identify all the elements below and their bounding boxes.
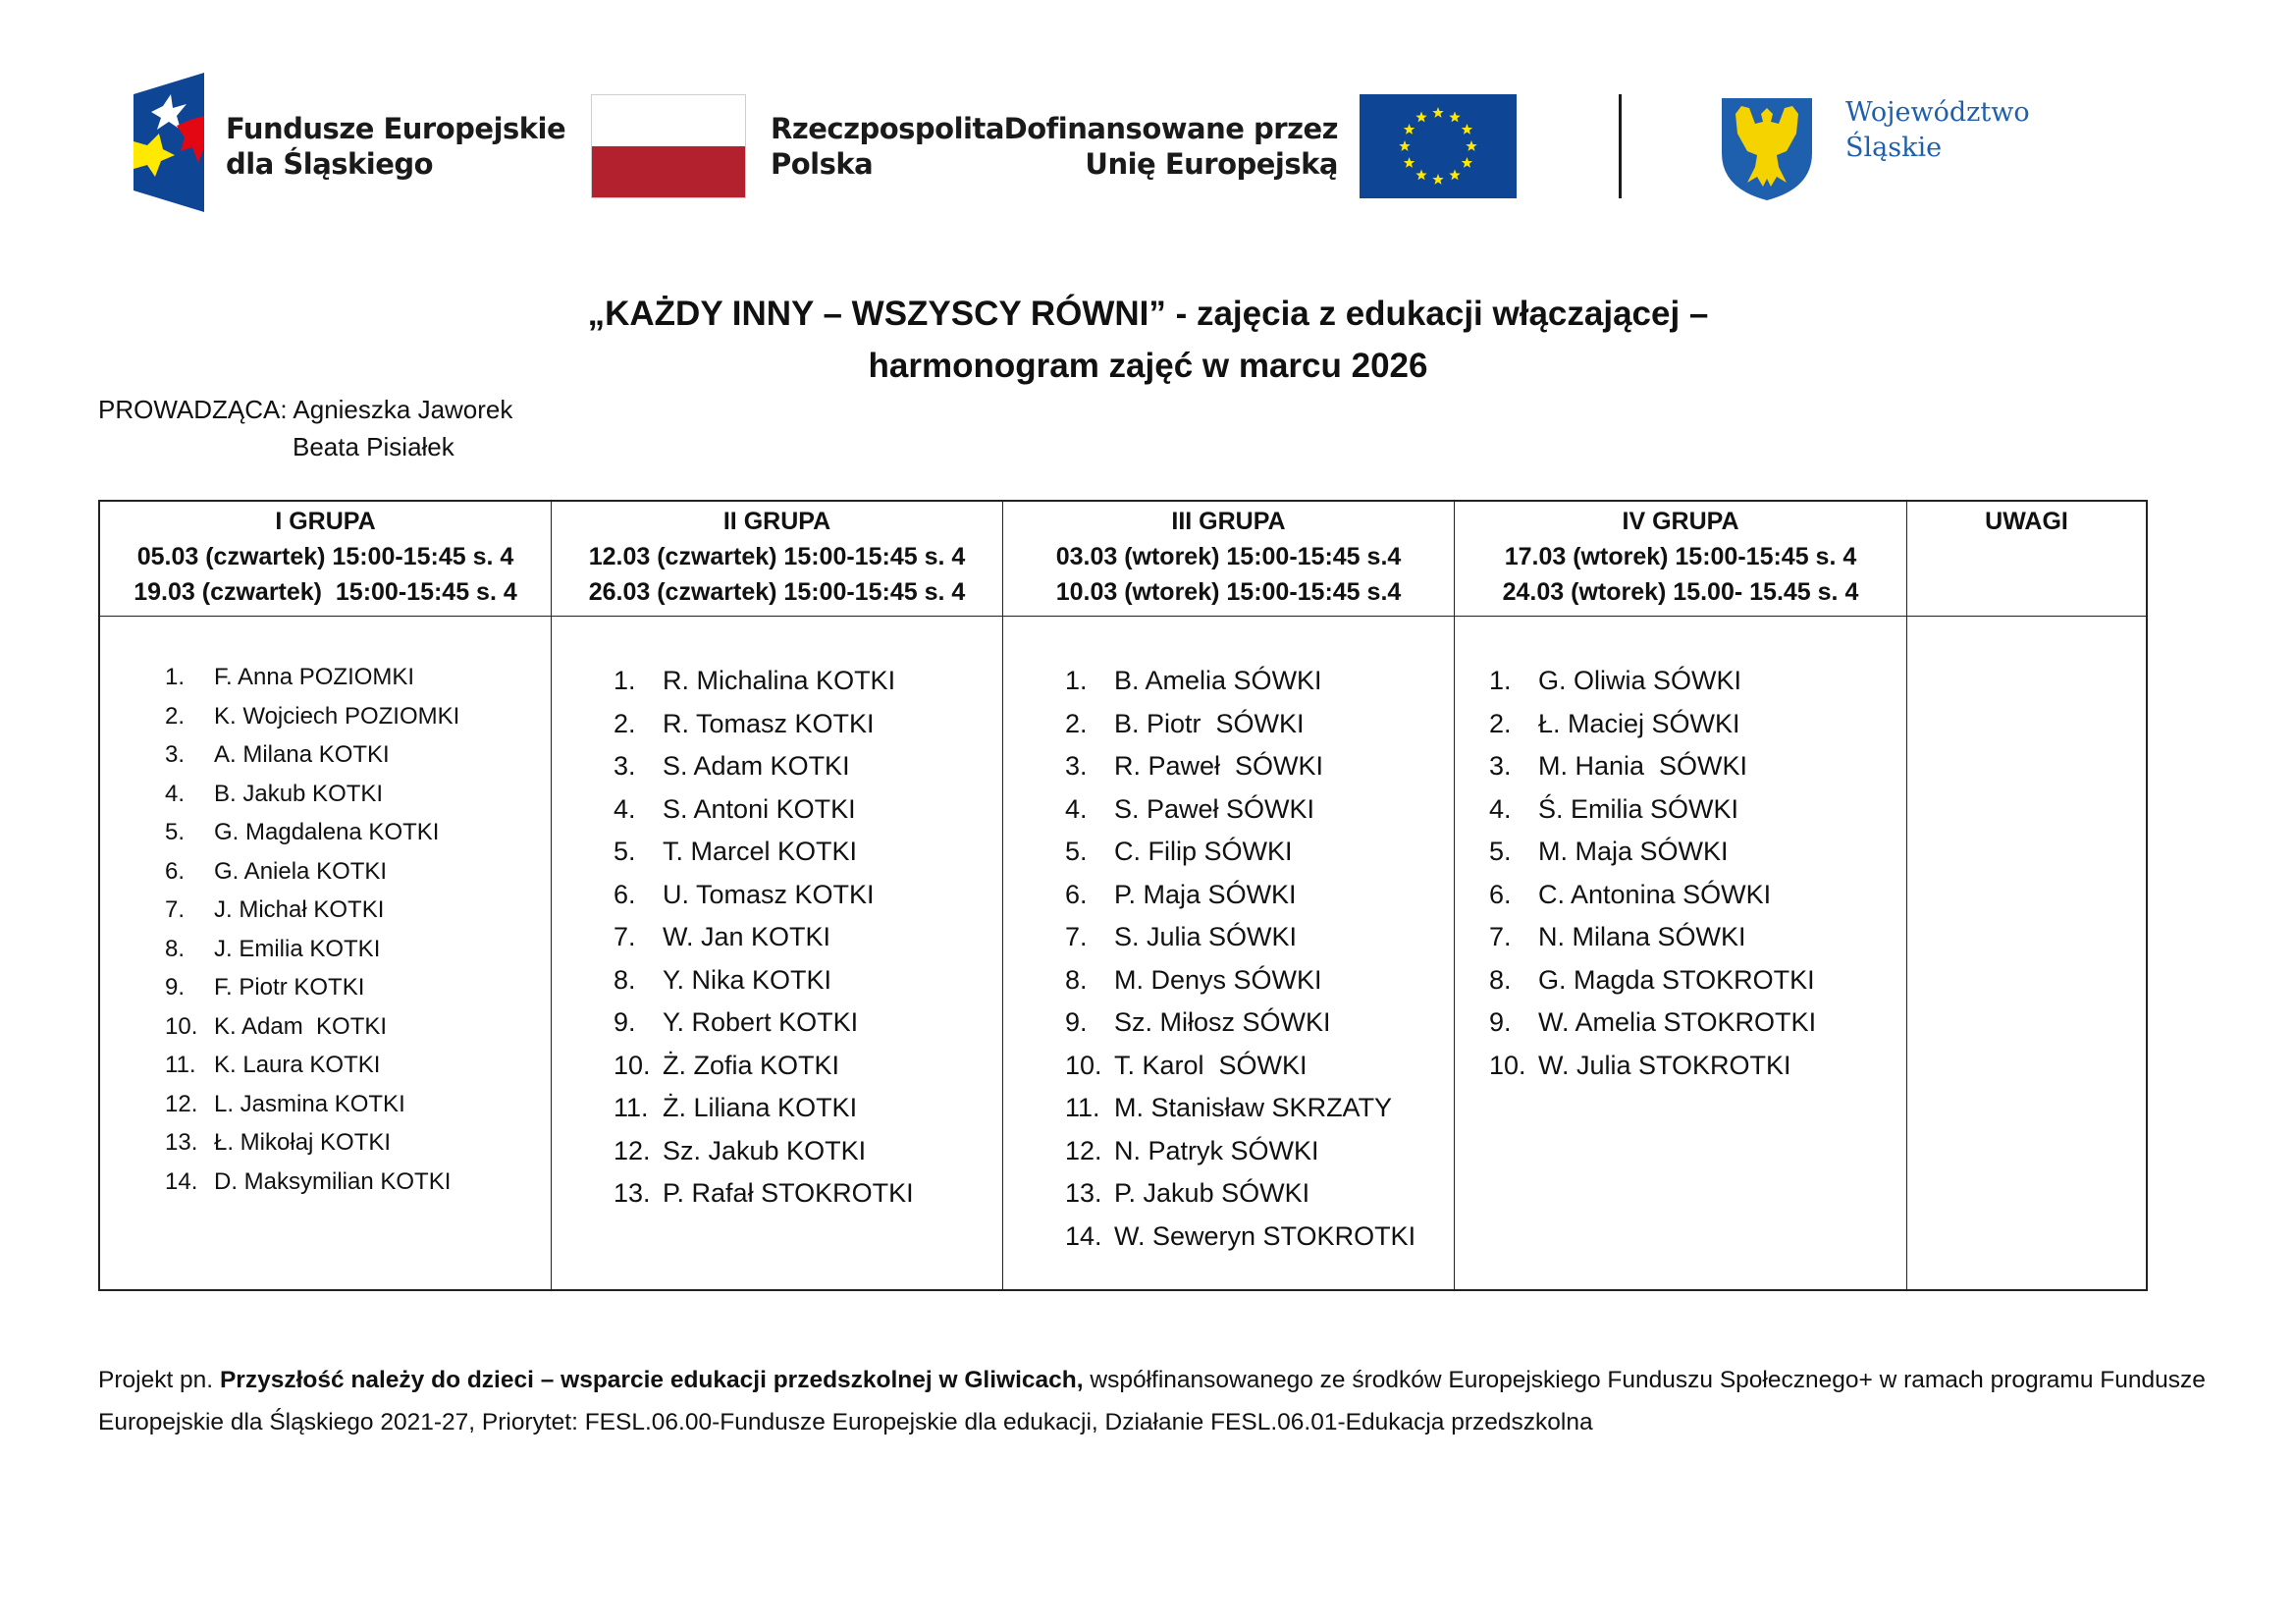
list-item-number: 5. [1065, 837, 1088, 866]
list-item-number: 10. [165, 1012, 198, 1040]
list-item-number: 2. [165, 702, 186, 730]
list-item [165, 1123, 459, 1163]
list-item [614, 660, 914, 703]
list-item-number: 4. [1065, 793, 1088, 824]
child-name: M. Denys SÓWKI [1114, 964, 1322, 995]
list-item-number: 1. [1065, 666, 1088, 695]
list-item [1065, 1001, 1415, 1045]
list-item-number: 4. [165, 780, 186, 807]
list-item [165, 891, 459, 930]
column-header [1003, 502, 1454, 617]
list-item-number: 10. [1065, 1050, 1102, 1080]
list-item-number: 4. [614, 793, 636, 824]
list-item-number: 6. [614, 879, 636, 909]
wojewodztwo-slaskie-text: Województwo Śląskie [1845, 97, 2030, 163]
list-item-number: 7. [614, 922, 636, 951]
child-name: G. Magdalena KOTKI [214, 819, 440, 845]
session-slot: 26.03 (czwartek) 15:00-15:45 s. 4 [588, 578, 966, 606]
list-item-number: 13. [614, 1178, 651, 1208]
list-item [165, 852, 459, 892]
column-group-3 [1003, 502, 1455, 1289]
group-name: I GRUPA [275, 508, 376, 535]
list-item-number: 10. [1489, 1050, 1526, 1080]
fundusze-europejskie-text: Fundusze Europejskie dla Śląskiego [226, 112, 566, 181]
list-item [614, 959, 914, 1002]
list-item [1065, 1216, 1415, 1259]
child-name: G. Aniela KOTKI [214, 857, 388, 885]
column-group-4 [1455, 502, 1907, 1289]
list-item-number: 12. [1065, 1135, 1102, 1165]
list-item-number: 11. [165, 1052, 196, 1078]
list-item-number: 3. [1065, 751, 1088, 781]
child-name: B. Amelia SÓWKI [1114, 666, 1322, 695]
child-name: K. Adam KOTKI [214, 1012, 388, 1040]
children-list [1489, 660, 1816, 1087]
child-name: Ż. Liliana KOTKI [663, 1093, 858, 1122]
child-name: F. Piotr KOTKI [214, 974, 365, 1001]
list-item-number: 9. [614, 1007, 636, 1037]
list-item [1065, 788, 1415, 832]
child-name: C. Filip SÓWKI [1114, 837, 1293, 866]
list-item-number: 12. [165, 1090, 198, 1117]
child-name: R. Paweł SÓWKI [1114, 751, 1324, 781]
session-slot: 05.03 (czwartek) 15:00-15:45 s. 4 [136, 543, 514, 570]
footer-project-name: Przyszłość należy do dzieci – wsparcie edukacji przedszkolnej w Gliwicach, [219, 1367, 1084, 1393]
list-item [165, 930, 459, 969]
list-item-number: 11. [1065, 1093, 1100, 1122]
list-item [614, 1087, 914, 1130]
list-item [165, 1163, 459, 1202]
list-item [1489, 1001, 1816, 1045]
session-slot: 12.03 (czwartek) 15:00-15:45 s. 4 [588, 543, 966, 570]
list-item-number: 11. [614, 1093, 649, 1122]
child-name: A. Milana KOTKI [214, 741, 390, 768]
child-name: R. Michalina KOTKI [663, 666, 896, 695]
child-name: W. Jan KOTKI [663, 922, 831, 951]
child-name: T. Karol SÓWKI [1114, 1050, 1308, 1080]
list-item [614, 1045, 914, 1088]
list-item-number: 9. [1065, 1007, 1088, 1037]
child-name: Sz. Jakub KOTKI [663, 1135, 867, 1165]
list-item-number: 1. [1489, 666, 1512, 695]
child-name: L. Jasmina KOTKI [214, 1090, 405, 1117]
project-footer [98, 1359, 2218, 1443]
child-name: N. Patryk SÓWKI [1114, 1135, 1319, 1165]
child-name: T. Marcel KOTKI [663, 837, 858, 866]
list-item-number: 2. [1489, 708, 1512, 738]
list-item [614, 916, 914, 959]
list-item [1489, 831, 1816, 874]
child-name: K. Laura KOTKI [214, 1052, 381, 1078]
child-name: F. Anna POZIOMKI [214, 664, 415, 690]
column-header [1455, 502, 1906, 617]
list-item [1065, 703, 1415, 746]
list-item [1489, 745, 1816, 788]
list-item [614, 703, 914, 746]
footer-prefix: Projekt pn. [98, 1367, 220, 1393]
list-item [1065, 959, 1415, 1002]
list-item [165, 813, 459, 852]
list-item [614, 1130, 914, 1173]
child-name: S. Adam KOTKI [663, 751, 850, 781]
list-item [614, 874, 914, 917]
page-subtitle: harmonogram zajęć w marcu 2026 [868, 347, 1428, 385]
column-notes [1907, 502, 2146, 1289]
list-item-number: 3. [1489, 751, 1512, 781]
list-item [614, 831, 914, 874]
child-name: Sz. Miłosz SÓWKI [1114, 1007, 1331, 1037]
session-slot: 03.03 (wtorek) 15:00-15:45 s.4 [1055, 543, 1402, 570]
list-item [165, 775, 459, 814]
notes-header: UWAGI [1985, 508, 2068, 535]
column-group-1 [100, 502, 552, 1289]
child-name: G. Magda STOKROTKI [1538, 964, 1815, 995]
child-name: M. Stanisław SKRZATY [1114, 1093, 1393, 1122]
polish-flag-icon [591, 94, 746, 198]
list-item-number: 13. [1065, 1178, 1102, 1208]
child-name: W. Julia STOKROTKI [1538, 1050, 1791, 1080]
list-item [1489, 874, 1816, 917]
children-list [165, 658, 459, 1201]
list-item-number: 8. [1489, 964, 1512, 995]
child-name: U. Tomasz KOTKI [663, 879, 875, 909]
logo-divider [1619, 94, 1622, 198]
list-item-number: 4. [1489, 793, 1512, 824]
child-name: Y. Robert KOTKI [663, 1007, 859, 1037]
children-list [614, 660, 914, 1216]
footer-funding-text: współfinansowanego ze środków Europejskiego Funduszu Społecznego+ w ramach programu Fundusze Europejskie dla Śląskiego 2021-27, Priorytet: FESL.06.00-Fundusze Europejskie dla edukacji, Działanie FESL.06.01-Edukacja przedszkolna [98, 1367, 2206, 1435]
child-name: M. Hania SÓWKI [1538, 751, 1748, 781]
child-name: S. Julia SÓWKI [1114, 922, 1298, 951]
child-name: Ż. Zofia KOTKI [663, 1050, 840, 1080]
list-item-number: 7. [1065, 922, 1088, 951]
rzeczpospolita-polska-text: Rzeczpospolita Polska [771, 112, 1004, 181]
list-item [165, 697, 459, 736]
child-name: J. Michał KOTKI [214, 896, 385, 923]
list-item-number: 12. [614, 1135, 651, 1165]
children-list [1065, 660, 1415, 1258]
session-slot: 24.03 (wtorek) 15.00- 15.45 s. 4 [1502, 578, 1859, 606]
logo-bar [0, 0, 2296, 236]
child-name: M. Maja SÓWKI [1538, 837, 1729, 866]
list-item-number: 2. [614, 708, 636, 738]
list-item [1489, 788, 1816, 832]
list-item [1065, 1172, 1415, 1216]
list-item-number: 14. [165, 1167, 198, 1195]
list-item-number: 8. [165, 935, 186, 962]
list-item [1065, 1087, 1415, 1130]
eu-flag-icon [1360, 94, 1517, 198]
child-name: Y. Nika KOTKI [663, 964, 832, 995]
instructors [98, 391, 512, 465]
group-name: III GRUPA [1171, 508, 1286, 535]
child-name: Ł. Mikołaj KOTKI [214, 1129, 392, 1156]
list-item [1065, 831, 1415, 874]
list-item-number: 7. [165, 896, 186, 923]
child-name: N. Milana SÓWKI [1538, 922, 1746, 951]
child-name: P. Maja SÓWKI [1114, 879, 1297, 909]
child-name: Ś. Emilia SÓWKI [1538, 793, 1739, 824]
fundusze-europejskie-logo-icon [133, 73, 204, 212]
instructor-secondary: Beata Pisiałek [293, 432, 454, 461]
list-item [165, 968, 459, 1007]
list-item-number: 6. [1489, 879, 1512, 909]
list-item [1065, 916, 1415, 959]
child-name: P. Rafał STOKROTKI [663, 1178, 914, 1208]
list-item [1065, 745, 1415, 788]
column-header [100, 502, 551, 617]
list-item-number: 13. [165, 1129, 198, 1156]
list-item-number: 2. [1065, 708, 1088, 738]
eu-cofinanced-text: Dofinansowane przez Unię Europejską [1003, 112, 1338, 181]
list-item [1065, 1045, 1415, 1088]
session-slot: 19.03 (czwartek) 15:00-15:45 s. 4 [133, 578, 517, 606]
list-item [1065, 874, 1415, 917]
list-item-number: 10. [614, 1050, 651, 1080]
list-item [1489, 1045, 1816, 1088]
list-item [1065, 660, 1415, 703]
column-header [1907, 502, 2146, 617]
list-item [1489, 703, 1816, 746]
list-item [165, 658, 459, 697]
list-item-number: 7. [1489, 922, 1512, 951]
list-item-number: 5. [614, 837, 636, 866]
child-name: K. Wojciech POZIOMKI [214, 702, 460, 730]
list-item [614, 745, 914, 788]
list-item [614, 1001, 914, 1045]
list-item [614, 1172, 914, 1216]
page-title: „KAŻDY INNY – WSZYSCY RÓWNI” - zajęcia z edukacji włączającej – [587, 295, 1709, 333]
list-item-number: 5. [1489, 837, 1512, 866]
list-item-number: 1. [165, 664, 186, 690]
column-header [552, 502, 1002, 617]
list-item-number: 1. [614, 666, 636, 695]
child-name: W. Amelia STOKROTKI [1538, 1007, 1817, 1037]
list-item-number: 3. [165, 741, 186, 768]
child-name: R. Tomasz KOTKI [663, 708, 875, 738]
list-item-number: 8. [1065, 964, 1088, 995]
group-name: II GRUPA [722, 508, 831, 535]
silesia-crest-icon [1720, 94, 1814, 202]
child-name: S. Antoni KOTKI [663, 793, 856, 824]
list-item-number: 14. [1065, 1220, 1102, 1251]
child-name: B. Piotr SÓWKI [1114, 708, 1305, 738]
list-item-number: 3. [614, 751, 636, 781]
list-item [165, 1046, 459, 1085]
schedule-table [98, 500, 2148, 1291]
child-name: J. Emilia KOTKI [214, 935, 381, 962]
list-item [1489, 959, 1816, 1002]
child-name: S. Paweł SÓWKI [1114, 793, 1315, 824]
group-name: IV GRUPA [1622, 508, 1739, 535]
list-item-number: 9. [165, 974, 186, 1001]
list-item-number: 5. [165, 819, 186, 845]
list-item [1489, 660, 1816, 703]
column-group-2 [552, 502, 1003, 1289]
instructor-primary: PROWADZĄCA: Agnieszka Jaworek [98, 395, 513, 424]
child-name: G. Oliwia SÓWKI [1538, 666, 1742, 695]
session-slot: 17.03 (wtorek) 15:00-15:45 s. 4 [1504, 543, 1857, 570]
list-item [1489, 916, 1816, 959]
session-slot: 10.03 (wtorek) 15:00-15:45 s.4 [1055, 578, 1402, 606]
child-name: B. Jakub KOTKI [214, 780, 384, 807]
list-item [165, 735, 459, 775]
list-item [1065, 1130, 1415, 1173]
list-item [614, 788, 914, 832]
child-name: C. Antonina SÓWKI [1538, 879, 1772, 909]
list-item-number: 9. [1489, 1007, 1512, 1037]
child-name: D. Maksymilian KOTKI [214, 1167, 452, 1195]
list-item-number: 6. [165, 857, 186, 885]
child-name: P. Jakub SÓWKI [1114, 1178, 1310, 1208]
child-name: Ł. Maciej SÓWKI [1538, 708, 1740, 738]
child-name: W. Seweryn STOKROTKI [1114, 1220, 1416, 1251]
list-item-number: 6. [1065, 879, 1088, 909]
list-item [165, 1085, 459, 1124]
list-item-number: 8. [614, 964, 636, 995]
list-item [165, 1007, 459, 1047]
